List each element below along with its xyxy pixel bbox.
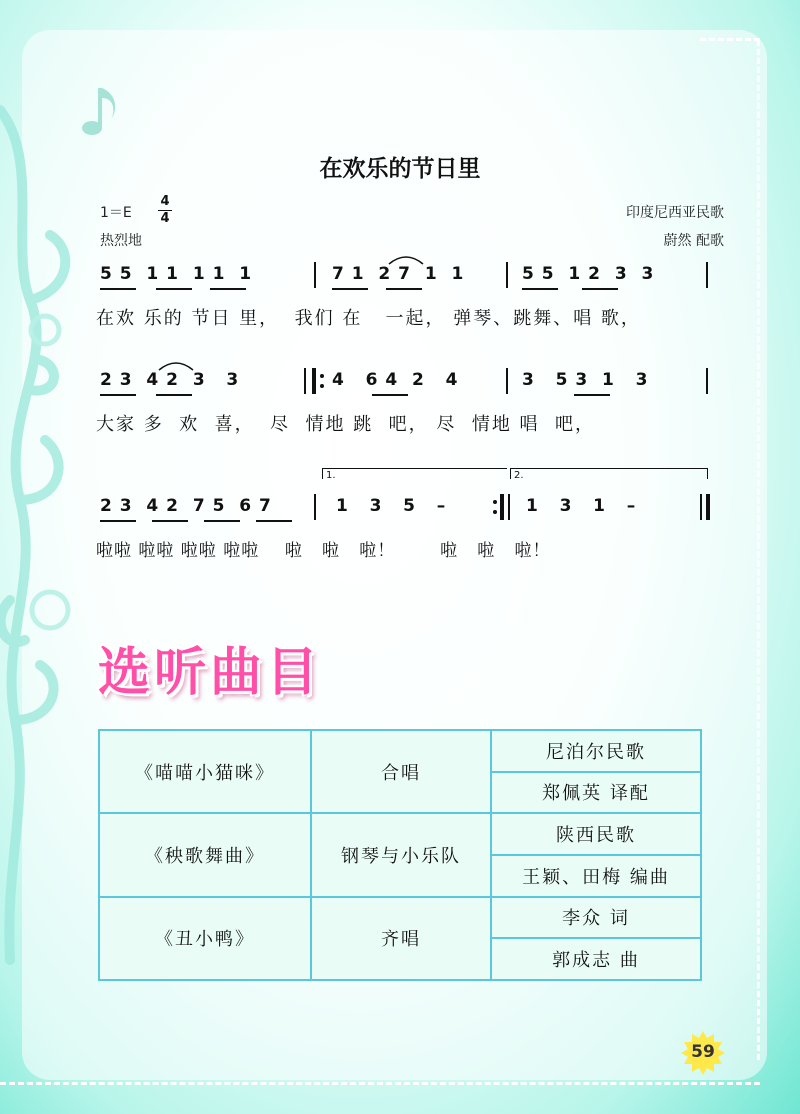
time-signature	[158, 195, 172, 226]
barline	[506, 368, 508, 394]
barline	[706, 262, 708, 288]
barline	[706, 368, 708, 394]
time-signature-top: 4	[160, 194, 170, 209]
credit-cell: 王颖、田梅 编曲	[491, 855, 701, 897]
barline	[304, 368, 306, 394]
song-title-cell: 《秧歌舞曲》	[99, 813, 311, 896]
final-barline	[706, 494, 710, 520]
measure-1-2: 7 1 2 7 1 1	[332, 264, 465, 284]
key-signature: 1＝E	[100, 205, 132, 221]
credit-cell: 陕西民歌	[491, 813, 701, 855]
song-title: 在欢乐的节日里	[319, 156, 481, 182]
volta-bracket-1	[322, 468, 507, 479]
repeat-start-barline	[312, 368, 316, 394]
listening-table	[98, 729, 702, 981]
table-row	[99, 730, 701, 772]
song-title-cell: 《丑小鸭》	[99, 897, 311, 980]
measure-1-3: 5 5 1 2 3 3	[522, 264, 655, 284]
credit-cell: 尼泊尔民歌	[491, 730, 701, 772]
section-title: 选听曲目	[98, 643, 323, 703]
lyrics-line-2: 大家 多 欢 喜， 尽 情地 跳 吧， 尽 情地 唱 吧，	[96, 414, 595, 435]
measure-2-2: 4 6 4 2 4	[332, 370, 459, 390]
credit-cell: 郭成志 曲	[491, 938, 701, 980]
volta-label-1: 1.	[326, 470, 336, 481]
measure-1-1: 5 5 1 1 1 1 1	[100, 264, 253, 284]
barline	[314, 262, 316, 288]
credit-cell: 李众 词	[491, 897, 701, 939]
music-note-icon	[82, 88, 115, 135]
page-number: 59	[691, 1042, 715, 1062]
song-arranger: 蔚然 配歌	[663, 233, 724, 249]
song-title-cell: 《喵喵小猫咪》	[99, 730, 311, 813]
repeat-end-barline	[500, 494, 504, 520]
table-row	[99, 813, 701, 855]
lyrics-line-3: 啦啦 啦啦 啦啦 啦啦 啦 啦 啦！ 啦 啦 啦！	[96, 541, 551, 561]
measure-3-1: 2 3 4 2 7 5 6 7	[100, 496, 272, 516]
barline	[700, 494, 702, 520]
tempo-marking: 热烈地	[100, 233, 142, 249]
barline	[508, 494, 510, 520]
time-signature-bottom: 4	[160, 211, 170, 226]
measure-2-3: 3 5 3 1 3	[522, 370, 649, 390]
volta-label-2: 2.	[514, 470, 524, 481]
measure-3-2: 1 3 5 –	[336, 496, 447, 516]
table-row	[99, 897, 701, 939]
slur-mark	[156, 358, 196, 372]
measure-2-1: 2 3 4 2 3 3	[100, 370, 240, 390]
barline	[506, 262, 508, 288]
song-origin: 印度尼西亚民歌	[626, 205, 724, 221]
slur-mark	[386, 252, 426, 266]
lyrics-line-1: 在欢 乐的 节日 里， 我们 在 一起， 弹琴、跳舞、唱 歌，	[96, 308, 641, 329]
performance-form-cell: 合唱	[311, 730, 491, 813]
credit-cell: 郑佩英 译配	[491, 772, 701, 814]
performance-form-cell: 钢琴与小乐队	[311, 813, 491, 896]
volta-bracket-2	[510, 468, 708, 479]
measure-3-3: 1 3 1 –	[526, 496, 637, 516]
performance-form-cell: 齐唱	[311, 897, 491, 980]
barline	[314, 494, 316, 520]
